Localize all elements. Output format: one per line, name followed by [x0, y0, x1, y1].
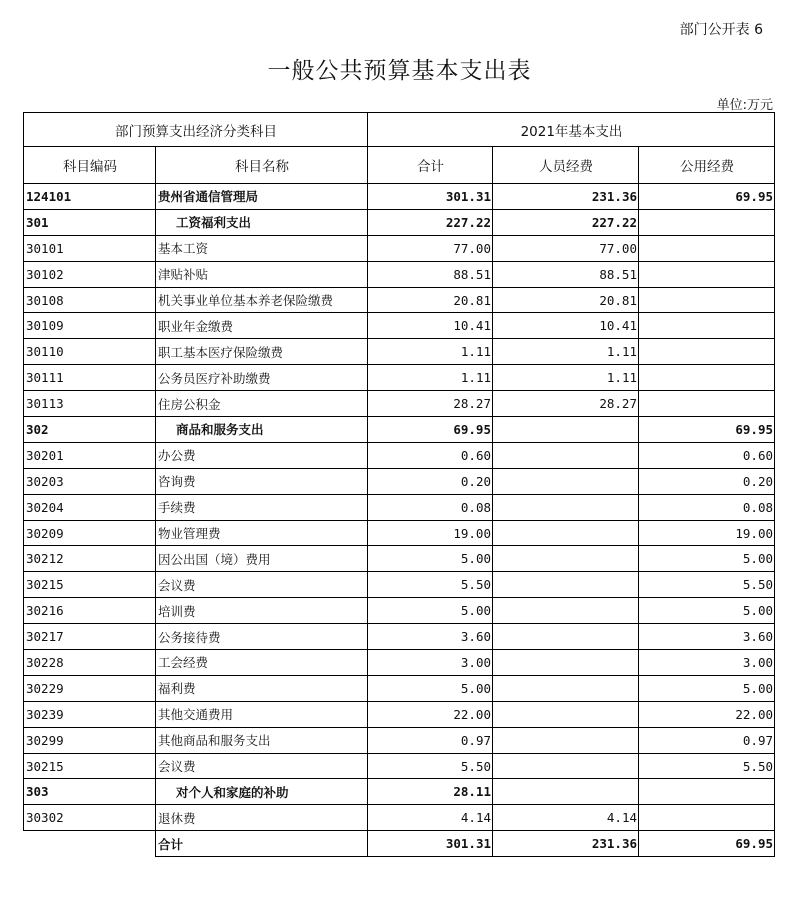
cell-total: 20.81 — [368, 287, 493, 313]
table-row — [24, 650, 775, 676]
cell-public: 0.20 — [639, 468, 775, 494]
cell-personnel: 77.00 — [493, 235, 639, 261]
cell-public — [639, 779, 775, 805]
table-row — [24, 520, 775, 546]
cell-name: 工资福利支出 — [156, 209, 368, 235]
cell-name: 贵州省通信管理局 — [156, 184, 368, 210]
table-row — [24, 417, 775, 443]
cell-total: 77.00 — [368, 235, 493, 261]
cell-name: 津贴补贴 — [156, 261, 368, 287]
cell-public — [639, 391, 775, 417]
header-code: 科目编码 — [24, 147, 156, 184]
cell-personnel: 20.81 — [493, 287, 639, 313]
cell-name: 办公费 — [156, 442, 368, 468]
cell-public: 0.97 — [639, 727, 775, 753]
cell-code: 30215 — [24, 753, 156, 779]
total-personnel: 231.36 — [493, 831, 639, 857]
total-row — [24, 831, 775, 857]
cell-public — [639, 287, 775, 313]
cell-public: 5.00 — [639, 675, 775, 701]
cell-personnel — [493, 727, 639, 753]
cell-total: 227.22 — [368, 209, 493, 235]
cell-total: 5.00 — [368, 675, 493, 701]
cell-code: 30204 — [24, 494, 156, 520]
cell-code: 30212 — [24, 546, 156, 572]
cell-total: 5.00 — [368, 598, 493, 624]
cell-code: 301 — [24, 209, 156, 235]
cell-name: 职业年金缴费 — [156, 313, 368, 339]
cell-total: 1.11 — [368, 365, 493, 391]
table-row — [24, 468, 775, 494]
cell-total: 5.50 — [368, 753, 493, 779]
table-row — [24, 313, 775, 339]
table-row — [24, 391, 775, 417]
cell-code: 30102 — [24, 261, 156, 287]
document-number: 部门公开表 6 — [679, 22, 763, 38]
cell-total: 28.11 — [368, 779, 493, 805]
cell-total: 3.60 — [368, 624, 493, 650]
cell-total: 22.00 — [368, 701, 493, 727]
table-row — [24, 753, 775, 779]
table-row — [24, 365, 775, 391]
cell-name: 机关事业单位基本养老保险缴费 — [156, 287, 368, 313]
cell-code: 30229 — [24, 675, 156, 701]
cell-personnel: 10.41 — [493, 313, 639, 339]
cell-personnel — [493, 753, 639, 779]
header-column-row — [24, 147, 775, 184]
cell-total: 88.51 — [368, 261, 493, 287]
table-row — [24, 624, 775, 650]
cell-public — [639, 235, 775, 261]
table-row — [24, 805, 775, 831]
table-row — [24, 235, 775, 261]
cell-public — [639, 339, 775, 365]
cell-name: 工会经费 — [156, 650, 368, 676]
cell-personnel: 231.36 — [493, 184, 639, 210]
cell-total: 4.14 — [368, 805, 493, 831]
cell-public: 19.00 — [639, 520, 775, 546]
table-row — [24, 339, 775, 365]
cell-name: 对个人和家庭的补助 — [156, 779, 368, 805]
cell-name: 物业管理费 — [156, 520, 368, 546]
cell-personnel: 1.11 — [493, 339, 639, 365]
cell-code: 30216 — [24, 598, 156, 624]
cell-name: 职工基本医疗保险缴费 — [156, 339, 368, 365]
cell-code: 30228 — [24, 650, 156, 676]
table-row — [24, 546, 775, 572]
header-group-classification: 部门预算支出经济分类科目 — [24, 113, 368, 147]
cell-name: 基本工资 — [156, 235, 368, 261]
total-public: 69.95 — [639, 831, 775, 857]
cell-personnel — [493, 598, 639, 624]
cell-name: 会议费 — [156, 572, 368, 598]
cell-code: 30209 — [24, 520, 156, 546]
cell-personnel: 28.27 — [493, 391, 639, 417]
cell-total: 301.31 — [368, 184, 493, 210]
cell-name: 退休费 — [156, 805, 368, 831]
table-row — [24, 287, 775, 313]
cell-total: 0.20 — [368, 468, 493, 494]
cell-public — [639, 365, 775, 391]
cell-personnel — [493, 650, 639, 676]
cell-total: 1.11 — [368, 339, 493, 365]
cell-personnel — [493, 494, 639, 520]
cell-total: 19.00 — [368, 520, 493, 546]
cell-personnel — [493, 546, 639, 572]
cell-personnel — [493, 417, 639, 443]
header-personnel: 人员经费 — [493, 147, 639, 184]
cell-code: 30299 — [24, 727, 156, 753]
total-sum: 301.31 — [368, 831, 493, 857]
table-row — [24, 261, 775, 287]
cell-total: 0.97 — [368, 727, 493, 753]
total-label: 合计 — [156, 831, 368, 857]
table-row — [24, 494, 775, 520]
cell-public — [639, 209, 775, 235]
header-group-row — [24, 113, 775, 147]
cell-code: 30110 — [24, 339, 156, 365]
cell-personnel — [493, 468, 639, 494]
cell-code: 124101 — [24, 184, 156, 210]
table-row — [24, 675, 775, 701]
cell-public: 3.00 — [639, 650, 775, 676]
cell-personnel — [493, 701, 639, 727]
cell-code: 30217 — [24, 624, 156, 650]
cell-total: 3.00 — [368, 650, 493, 676]
cell-code: 30201 — [24, 442, 156, 468]
cell-name: 福利费 — [156, 675, 368, 701]
cell-personnel — [493, 520, 639, 546]
cell-name: 因公出国（境）费用 — [156, 546, 368, 572]
cell-public: 5.00 — [639, 546, 775, 572]
table-row — [24, 598, 775, 624]
cell-total: 5.50 — [368, 572, 493, 598]
table-row — [24, 727, 775, 753]
table-row — [24, 779, 775, 805]
cell-personnel: 88.51 — [493, 261, 639, 287]
header-group-basic-expenditure: 2021年基本支出 — [368, 113, 775, 147]
cell-public: 3.60 — [639, 624, 775, 650]
budget-table — [23, 112, 775, 857]
cell-code: 30302 — [24, 805, 156, 831]
cell-name: 住房公积金 — [156, 391, 368, 417]
cell-public: 0.08 — [639, 494, 775, 520]
cell-total: 0.08 — [368, 494, 493, 520]
header-public: 公用经费 — [639, 147, 775, 184]
cell-code: 30108 — [24, 287, 156, 313]
header-total: 合计 — [368, 147, 493, 184]
table-row — [24, 209, 775, 235]
header-name: 科目名称 — [156, 147, 368, 184]
cell-name: 会议费 — [156, 753, 368, 779]
cell-name: 其他商品和服务支出 — [156, 727, 368, 753]
cell-total: 10.41 — [368, 313, 493, 339]
cell-name: 公务接待费 — [156, 624, 368, 650]
cell-personnel: 1.11 — [493, 365, 639, 391]
cell-code: 302 — [24, 417, 156, 443]
cell-personnel: 4.14 — [493, 805, 639, 831]
cell-public: 5.50 — [639, 572, 775, 598]
page-title: 一般公共预算基本支出表 — [267, 58, 532, 84]
cell-public: 0.60 — [639, 442, 775, 468]
cell-code: 30113 — [24, 391, 156, 417]
cell-personnel — [493, 624, 639, 650]
table-row — [24, 701, 775, 727]
cell-public — [639, 313, 775, 339]
cell-total: 69.95 — [368, 417, 493, 443]
cell-personnel: 227.22 — [493, 209, 639, 235]
cell-name: 其他交通费用 — [156, 701, 368, 727]
cell-code: 30239 — [24, 701, 156, 727]
cell-personnel — [493, 675, 639, 701]
unit-label: 单位:万元 — [716, 98, 773, 113]
table-row — [24, 572, 775, 598]
cell-name: 手续费 — [156, 494, 368, 520]
cell-public: 69.95 — [639, 184, 775, 210]
cell-total: 28.27 — [368, 391, 493, 417]
cell-personnel — [493, 572, 639, 598]
cell-public: 69.95 — [639, 417, 775, 443]
cell-public: 22.00 — [639, 701, 775, 727]
cell-code: 30101 — [24, 235, 156, 261]
cell-code: 30111 — [24, 365, 156, 391]
cell-name: 公务员医疗补助缴费 — [156, 365, 368, 391]
cell-public: 5.50 — [639, 753, 775, 779]
cell-name: 咨询费 — [156, 468, 368, 494]
cell-public: 5.00 — [639, 598, 775, 624]
total-code — [24, 831, 156, 857]
cell-code: 303 — [24, 779, 156, 805]
table-row — [24, 184, 775, 210]
cell-public — [639, 261, 775, 287]
cell-total: 0.60 — [368, 442, 493, 468]
cell-code: 30203 — [24, 468, 156, 494]
cell-code: 30109 — [24, 313, 156, 339]
cell-code: 30215 — [24, 572, 156, 598]
table-row — [24, 442, 775, 468]
cell-name: 培训费 — [156, 598, 368, 624]
cell-total: 5.00 — [368, 546, 493, 572]
cell-personnel — [493, 779, 639, 805]
cell-public — [639, 805, 775, 831]
cell-name: 商品和服务支出 — [156, 417, 368, 443]
cell-personnel — [493, 442, 639, 468]
